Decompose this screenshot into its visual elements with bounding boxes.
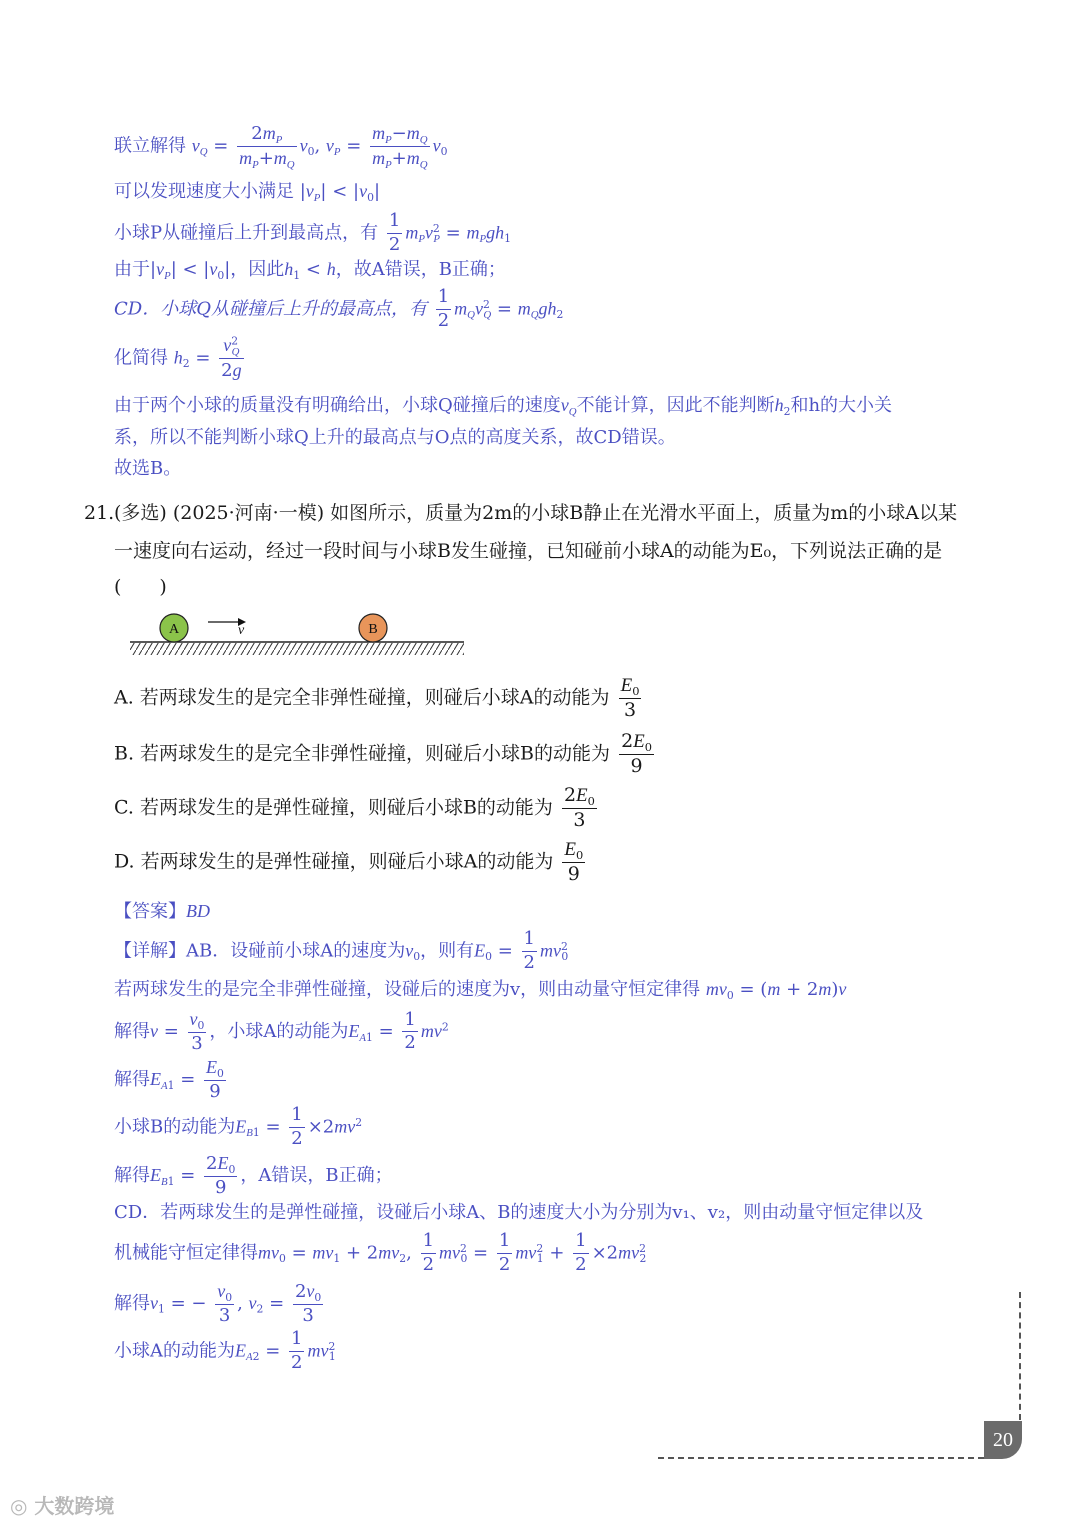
question-stem-line1: (多选) (2025·河南·一模) 如图所示，质量为2m的小球B静止在光滑水平面上，质量为m的小球A以某 [114, 502, 957, 524]
detail-line: 解得$v_1$ = − $\frac{v_0}{3}$ , $v_2$ = $\frac{2v_0}{3}$ [114, 1281, 322, 1326]
option-c[interactable]: C. 若两球发生的是弹性碰撞，则碰后小球B的动能为 $\frac{2E_0}{3}$ [114, 784, 595, 831]
solution-line: 化简得 $h_2$ = $\frac{v^2_Q}{2g}$ [114, 334, 242, 381]
solution-line: CD．小球Q从碰撞后上升的最高点，有 $\frac{1}{2}$ $m_Qv^2_Q = m_Qgh_2$ [114, 286, 564, 331]
detail-line: CD．若两球发生的是弹性碰撞，设碰后小球A、B的速度大小为分别为v₁、v₂，则由动量守恒定律以及 [114, 1202, 924, 1223]
detail-line: 解得$E_{B1}$ = $\frac{2E_0}{9}$ ，A错误，B正确； [114, 1153, 393, 1198]
page-number: 20 [984, 1421, 1022, 1459]
page-border-dashed-vertical [1019, 1292, 1021, 1420]
option-a[interactable]: A. 若两球发生的是完全非弹性碰撞，则碰后小球A的动能为 $\frac{E_0}{3}$ [114, 675, 640, 721]
option-b[interactable]: B. 若两球发生的是完全非弹性碰撞，则碰后小球B的动能为 $\frac{2E_0}{9}$ [114, 730, 653, 777]
solution-line: 由于两个小球的质量没有明确给出，小球Q碰撞后的速度$v_Q$不能计算，因此不能判断$h_2$和h的大小关 [114, 395, 893, 418]
detail-line: 解得v = $\frac{v_0}{3}$ ，小球A的动能为$E_{A1}$ = $\frac{1}{2}$ $mv^2$ [114, 1008, 449, 1054]
solution-line: 由于$|v_P| < |v_0|$，因此$h_1 < h$，故A错误，B正确； [114, 259, 506, 282]
page-border-dashed-horizontal [658, 1457, 984, 1459]
detail-line: 机械能守恒定律得$mv_0 = mv_1 + 2mv_2$, $\frac{1}{2}$ $mv^2_0$ = $\frac{1}{2}$ $mv^2_1$ + $\frac{1}{2}$ $\times 2mv^2_2$ [114, 1230, 647, 1275]
solution-line: 故选B。 [114, 458, 182, 479]
solution-line: 可以发现速度大小满足 $|v_P| < |v_0|$ [114, 181, 381, 204]
solution-line: 联立解得 $v_Q$ = $\frac{2m_P}{m_P+m_Q}$ $v_0$, $v_P$ = $\frac{m_P-m_Q}{m_P+m_Q}$ $v_0$ [114, 123, 448, 171]
detail-line: 若两球发生的是完全非弹性碰撞，设碰后的速度为v，则由动量守恒定律得 $mv_0 = (m + 2m)v$ [114, 979, 847, 1002]
ground-hatch [130, 643, 464, 655]
collision-figure [130, 610, 470, 660]
question-number: 21. [84, 502, 115, 524]
ball-b-label: B [368, 622, 378, 637]
option-d[interactable]: D. 若两球发生的是弹性碰撞，则碰后小球A的动能为 $\frac{E_0}{9}$ [114, 839, 584, 885]
solution-text: 可以发现速度大小满足 [114, 181, 294, 202]
solution-text: CD．小球Q从碰撞后上升的最高点，有 [114, 298, 427, 320]
watermark: ◎ 大数跨境 [10, 1494, 115, 1518]
answer-value: BD [186, 901, 210, 921]
solution-text: 联立解得 [114, 135, 186, 157]
solution-text: 小球P从碰撞后上升到最高点，有 [114, 222, 379, 244]
solution-line: 小球P从碰撞后上升到最高点，有 $\frac{1}{2}$ $m_Pv^2_P = m_Pgh_1$ [114, 210, 511, 255]
answer-line: 【答案】BD [114, 901, 210, 922]
ball-a-label: A [168, 622, 180, 637]
answer-blank: ( ) [114, 576, 167, 598]
watermark-logo-icon: ◎ [10, 1494, 35, 1518]
question-stem-line2: 一速度向右运动，经过一段时间与小球B发生碰撞，已知碰前小球A的动能为E₀，下列说法正确的是 [114, 540, 943, 562]
velocity-label: v [238, 623, 245, 638]
detail-line: 小球A的动能为$E_{A2}$ = $\frac{1}{2}$ $mv^2_1$ [114, 1328, 336, 1373]
detail-line: 【详解】AB．设碰前小球A的速度为$v_0$，则有$E_0$ = $\frac{1}{2}$ $mv^2_0$ [114, 928, 569, 973]
solution-text: 化简得 [114, 347, 168, 369]
detail-line: 小球B的动能为$E_{B1}$ = $\frac{1}{2}$ $\times 2mv^2$ [114, 1104, 363, 1149]
detail-line: 解得$E_{A1}$ = $\frac{E_0}{9}$ [114, 1057, 224, 1102]
solution-line: 系，所以不能判断小球Q上升的最高点与O点的高度关系，故CD错误。 [114, 427, 676, 448]
